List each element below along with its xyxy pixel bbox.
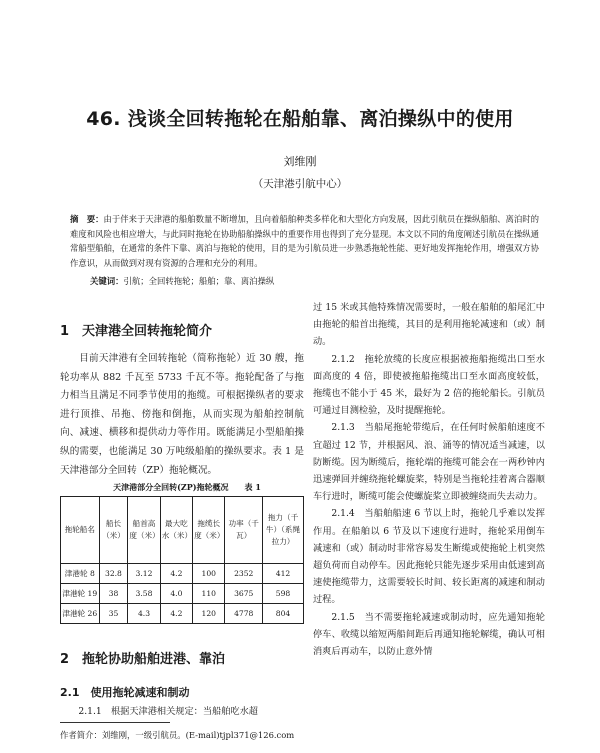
- table-header: 拖缆长度（米）: [193, 497, 225, 564]
- table-cell: 598: [263, 584, 304, 604]
- table-cell: 412: [263, 564, 304, 584]
- right-paragraph: 2.1.2 拖轮放缆的长度应根据被拖船拖缆出口至水面高度的 4 倍，即使被拖船拖缆出口至水面高度较低，拖缆也不能小于 45 米，最好为 2 倍的拖轮船长。引航员可通过目测检验，及时提醒拖轮。: [313, 353, 545, 417]
- table-row: [61, 584, 304, 604]
- keywords: [90, 275, 540, 287]
- table-cell: 4.2: [160, 604, 192, 624]
- table-row: [61, 604, 304, 624]
- table-cell: 38: [99, 584, 128, 604]
- table-cell: 4.0: [160, 584, 192, 604]
- table-cell: 32.8: [99, 564, 128, 584]
- table-cell: 3.12: [128, 564, 160, 584]
- keywords-text: 引航；全回转拖轮；船舶；靠、离泊操纵: [123, 276, 275, 286]
- footnote-divider: [60, 722, 170, 723]
- right-paragraph: 2.1.5 当不需要拖轮减速或制动时，应先通知拖轮停车、收缆以缩短两船间距后再通知拖轮解缆，确认可相消爽后再动车，以防止意外情: [313, 611, 545, 658]
- table-header: 拖力（千牛）（系绳拉力）: [263, 497, 304, 564]
- page-title: 46. 浅谈全回转拖轮在船舶靠、离泊操纵中的使用: [86, 108, 514, 130]
- section-1-body: [60, 350, 304, 480]
- tug-table: [60, 496, 304, 624]
- table-cell: 4.3: [128, 604, 160, 624]
- section-1-heading: 1 天津港全回转拖轮简介: [60, 324, 213, 339]
- section-2-1-1-start: [60, 703, 304, 722]
- table-cell: 津港轮 26: [61, 604, 100, 624]
- author-name: 刘维刚: [283, 155, 317, 168]
- table-cell: 100: [193, 564, 225, 584]
- section-1-paragraph: 目前天津港有全回转拖轮（简称拖轮）近 30 艘，拖轮功率从 882 千瓦至 5733 千瓦不等。拖轮配备了与拖力相当且满足不同季节使用的拖缆。可根据操纵者的要求进行顶推、吊拖、傍拖和倒拖，从而实现为船舶控制航向、减速、横移和提供动力等作用。既能满足小型船舶操纵的需要，也能满足 30 万吨级船舶的操纵要求。表 1 是天津港部分全回转（ZP）拖轮概况。: [60, 353, 304, 476]
- table-cell: 4778: [225, 604, 263, 624]
- table-cell: 3.58: [128, 584, 160, 604]
- table-header: 船首高度（米）: [128, 497, 160, 564]
- abstract-text: 由于伴来于天津港的船舶数量不断增加，且向着船舶种类多样化和大型化方向发展，因此引航员在操纵船舶、离泊时的难度和风险也相应增大，与此同时拖轮在协助船舶操纵中的重要作用也得到了充分显现。本文以不同的角度阐述引航员在操纵通常船型船舶，在通常的条件下靠、离泊与拖轮的使用，目的是为引航员进一步熟悉拖轮性能、更好地发挥拖轮作用，增强双方协作意识，从而做到对现有资源的合理和充分的利用。: [70, 214, 539, 268]
- table-header: 功率（千瓦）: [225, 497, 263, 564]
- table-row: [61, 564, 304, 584]
- table-caption: 天津港部分全回转(ZP)拖轮概况 表 1: [113, 482, 261, 492]
- table-header: 拖轮船名: [61, 497, 100, 564]
- right-column: [313, 299, 545, 660]
- table-cell: 4.2: [160, 564, 192, 584]
- table-cell: 804: [263, 604, 304, 624]
- abstract-label: 摘 要：: [70, 214, 104, 224]
- right-paragraph: 2.1.4 当船舶船速 6 节以上时，拖轮几乎难以发挥作用。在船舶以 6 节及以下速度行进时，拖轮采用倒车减速和（或）制动时非常容易发生断缆或使拖轮上机突然超负荷而自动停车。因此拖轮只能先逐步采用由低速到高速使拖缆带力，这需要较长时间、较长距离的减速和制动过程。: [313, 508, 545, 606]
- table-cell: 津港轮 19: [61, 584, 100, 604]
- table-cell: 2352: [225, 564, 263, 584]
- table-cell: 津港轮 8: [61, 564, 100, 584]
- right-paragraph: 过 15 米或其他特殊情况需要时，一般在船舶的船尾汇中由拖轮的船首出拖缆，其目的是利用拖轮减速和（或）制动。: [313, 302, 545, 348]
- section-2-heading: 2 拖轮协助船舶进港、靠泊: [60, 652, 226, 667]
- table-cell: 3675: [225, 584, 263, 604]
- right-paragraph: 2.1.3 当船尾拖轮带缆后，在任何时候船舶速度不宜超过 12 节，并根据风、浪、涌等的情况适当减速，以防断缆。因为断缆后，拖轮端的拖缆可能会在一两秒钟内迅速弹回并缠绕拖轮螺旋桨，特别是当拖轮挂着离合器顺车行进时，断缆可能会使螺旋桨立即被缠绕而失去动力。: [313, 422, 545, 503]
- section-2-1-1-paragraph: 2.1.1 根据天津港相关规定：当船舶吃水超: [78, 706, 258, 717]
- table-cell: 120: [193, 604, 225, 624]
- author-footnote: 作者简介：刘维刚，一级引航员。(E-mail)tjpl371@126.com: [60, 730, 295, 740]
- table-header: 最大吃水（米）: [160, 497, 192, 564]
- keywords-label: 关键词：: [90, 276, 124, 286]
- abstract: [70, 212, 546, 270]
- table-cell: 110: [193, 584, 225, 604]
- table-cell: 35: [99, 604, 128, 624]
- table-header: 船长（米）: [99, 497, 128, 564]
- section-2-1-heading: 2.1 使用拖轮减速和制动: [60, 686, 190, 699]
- author-affiliation: （天津港引航中心）: [252, 178, 348, 190]
